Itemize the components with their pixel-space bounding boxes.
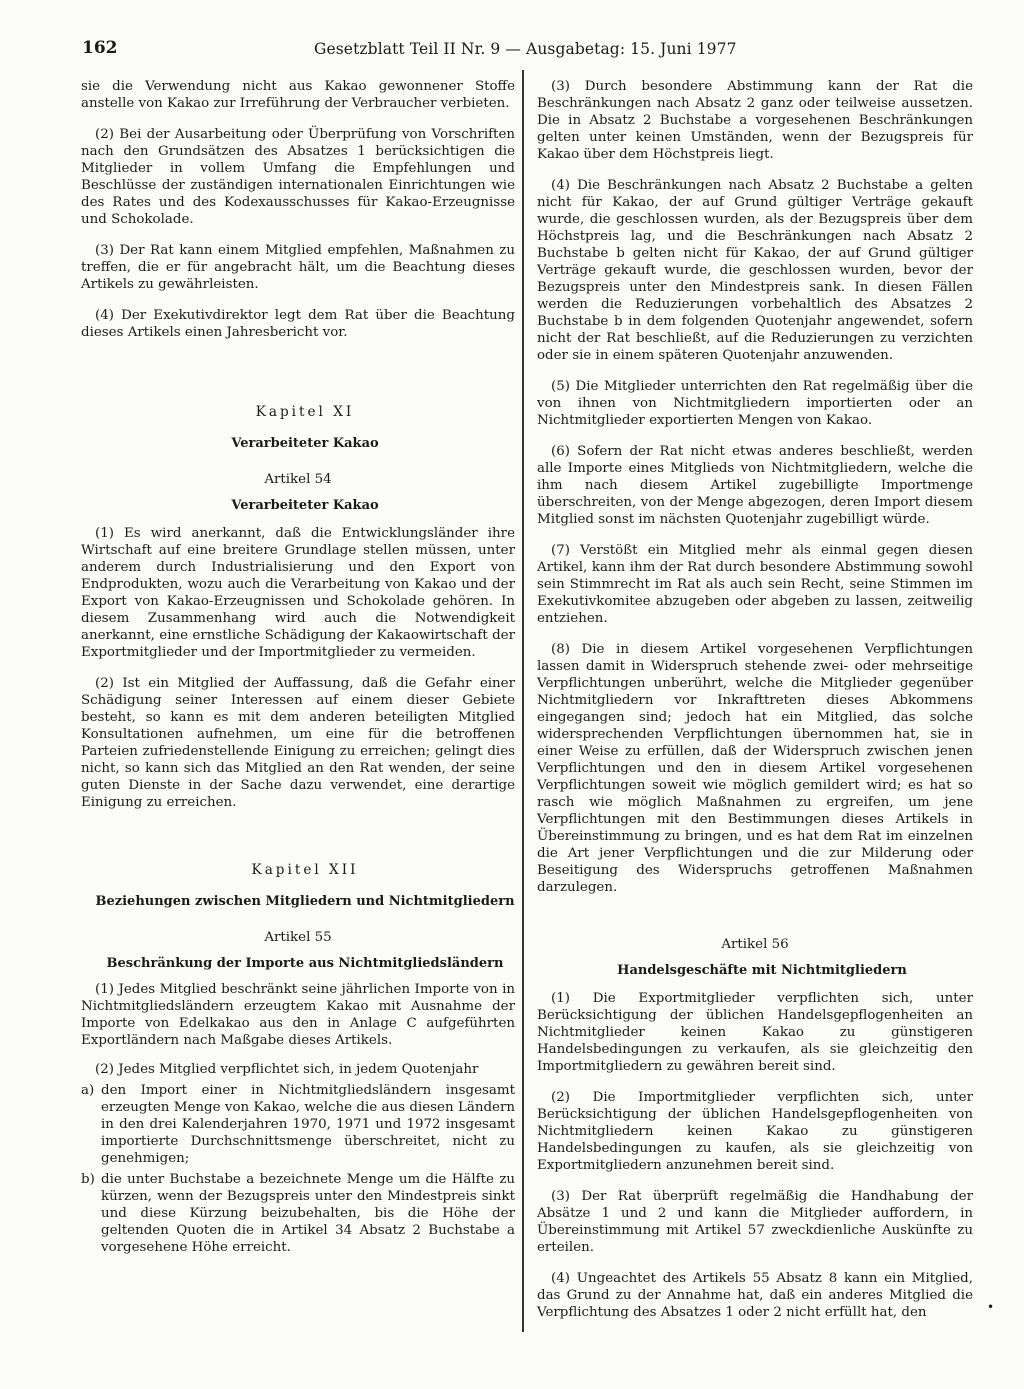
paragraph: (7) Verstößt ein Mitglied mehr als einmal gegen diesen Artikel, kann ihm der Rat durch besondere Abstimmung sowohl sein Stimmrecht im Rat als auch sein Recht, seine Stimmen im Exekutivkomitee abzugeben oder abgeben zu lassen, zeitweilig entziehen. [537,543,973,626]
article-title: Verarbeiteter Kakao [231,498,379,513]
paragraph: (2) Die Importmitglieder verpflichten sich, unter Berücksichtigung der üblichen Handelsgepflogenheiten von Nichtmitgliedern keinen Kakao zu günstigeren Handelsbedingungen zu kaufen, als sie gleichzeitig von Exportmitgliedern anzunehmen bereit sind. [537,1090,973,1173]
chapter-title: Beziehungen zwischen Mitgliedern und Nichtmitgliedern [95,894,515,909]
paragraph: (3) Der Rat überprüft regelmäßig die Handhabung der Absätze 1 und 2 und kann die Mitglieder auffordern, in Übereinstimmung mit Artikel 57 zweckdienliche Auskünfte zu erteilen. [537,1189,973,1255]
list-text: den Import einer in Nichtmitgliedsländern insgesamt erzeugten Menge von Kakao, welche die aus diesen Ländern in den drei Kalenderjahren 1970, 1971 und 1972 insgesamt importierte Durchschnittsmenge überschreitet, nicht zu genehmigen; [101,1083,515,1166]
paragraph: (1) Jedes Mitglied beschränkt seine jährlichen Importe von in Nichtmitgliedsländern erzeugtem Kakao mit Ausnahme der Importe von Edelkakao aus den in Anlage C aufgeführten Exportländern nach Maßgabe dieses Artikels. [81,982,515,1048]
list-label: b) [81,1172,95,1187]
article-title: Beschränkung der Importe aus Nichtmitgliedsländern [106,956,504,971]
column-divider [522,70,524,1332]
page-number: 162 [82,38,118,58]
paragraph: (4) Die Beschränkungen nach Absatz 2 Buchstabe a gelten nicht für Kakao, der auf Grund gültiger Verträge gekauft wurde, die geschlossen wurden, als der Bezugspreis über dem Höchstpreis lag, und die Beschränkungen nach Absatz 2 Buchstabe b gelten nicht für Kakao, der auf Grund gültiger Verträge gekauft wurde, die geschlossen wurden, bevor der Bezugspreis unter den Mindestpreis sank. In diesen Fällen werden die Reduzierungen vorbehaltlich des Absatzes 2 Buchstabe b in dem folgenden Quotenjahr angewendet, sofern nicht der Rat beschließt, auf die Reduzierungen zu verzichten oder sie in einem späteren Quotenjahr anzuwenden. [537,178,973,363]
paragraph: (3) Der Rat kann einem Mitglied empfehlen, Maßnahmen zu treffen, die er für angebracht hält, um die Beachtung dieses Artikels zu gewährleisten. [81,243,515,292]
list-text: die unter Buchstabe a bezeichnete Menge um die Hälfte zu kürzen, wenn der Bezugspreis unter den Mindestpreis sinkt und diese Kürzung beizubehalten, bis die Höhe der geltenden Quoten die in Artikel 34 Absatz 2 Buchstabe a vorgesehene Höhe erreicht. [101,1172,515,1255]
chapter-heading: Kapitel XII [251,862,359,878]
paragraph: (2) Jedes Mitglied verpflichtet sich, in jedem Quotenjahr [95,1062,479,1077]
paragraph: (6) Sofern der Rat nicht etwas anderes beschließt, werden alle Importe eines Mitglieds von Nichtmitgliedern, welche die ihm nach diesem Artikel zugebilligte Importmenge überschreiten, von der Menge abgezogen, deren Import diesem Mitglied sonst im nächsten Quotenjahr zugebilligt würde. [537,444,973,527]
paragraph: (3) Durch besondere Abstimmung kann der Rat die Beschränkungen nach Absatz 2 ganz oder teilweise aussetzen. Die in Absatz 2 Buchstabe a vorgesehenen Beschränkungen gelten unter keinen Umständen, wenn der Bezugspreis für Kakao über dem Höchstpreis liegt. [537,79,973,162]
chapter-heading: Kapitel XI [255,404,355,420]
page-header [0,38,1024,64]
list-item [81,1082,515,1167]
article-title: Handelsgeschäfte mit Nichtmitgliedern [617,963,907,978]
header-title: Gesetzblatt Teil II Nr. 9 — Ausgabetag: 15. Juni 1977 [314,40,737,58]
article-heading: Artikel 54 [264,472,332,487]
chapter-title: Verarbeiteter Kakao [231,436,379,451]
paragraph: (4) Der Exekutivdirektor legt dem Rat über die Beachtung dieses Artikels einen Jahresbericht vor. [81,308,515,340]
left-column [81,78,515,1256]
paragraph: (1) Es wird anerkannt, daß die Entwicklungsländer ihre Wirtschaft auf eine breitere Grundlage stellen müssen, unter anderem durch Industrialisierung und den Export von Endprodukten, wozu auch die Verarbeitung von Kakao und der Export von Kakao-Erzeugnissen und Schokolade gehören. In diesem Zusammenhang wird auch die Notwendigkeit anerkannt, eine ernstliche Schädigung der Kakaowirtschaft der Exportmitglieder und der Importmitglieder zu vermeiden. [81,526,515,660]
article-heading: Artikel 56 [721,937,789,952]
article-heading: Artikel 55 [264,930,332,945]
list-item [81,1171,515,1256]
paragraph: (1) Die Exportmitglieder verpflichten sich, unter Berücksichtigung der üblichen Handelsgepflogenheiten an Nichtmitglieder keinen Kakao zu günstigeren Handelsbedingungen zu verkaufen, als sie gleichzeitig den Importmitgliedern zu gewähren bereit sind. [537,991,973,1074]
paragraph: (5) Die Mitglieder unterrichten den Rat regelmäßig über die von ihnen von Nichtmitgliedern importierten oder an Nichtmitglieder exportierten Mengen von Kakao. [537,379,973,428]
paragraph: (2) Bei der Ausarbeitung oder Überprüfung von Vorschriften nach den Grundsätzen des Absatzes 1 berücksichtigen die Mitglieder in vollem Umfang die Empfehlungen und Beschlüsse der zuständigen internationalen Einrichtungen wie des Rates und des Kodexausschusses für Kakao-Erzeugnisse und Schokolade. [81,127,515,227]
paragraph: (8) Die in diesem Artikel vorgesehenen Verpflichtungen lassen damit in Widerspruch stehende zwei- oder mehrseitige Verpflichtungen unberührt, welche die Mitglieder gegenüber Nichtmitgliedern vor Inkrafttreten dieses Abkommens eingegangen sind; jedoch hat ein Mitglied, das solche widersprechenden Verpflichtungen übernommen hat, sie in einer Weise zu erfüllen, daß der Widerspruch zwischen jenen Verpflichtungen und den in diesem Artikel vorgesehenen Verpflichtungen soweit wie möglich gemildert wird; es hat so rasch wie möglich Maßnahmen zu ergreifen, um jene Verpflichtungen mit den Bestimmungen dieses Artikels in Übereinstimmung zu bringen, und es hat dem Rat im einzelnen die Art jener Verpflichtungen und die zur Milderung oder Beseitigung des Widerspruchs getroffenen Maßnahmen darzulegen. [537,642,973,895]
paragraph: (2) Ist ein Mitglied der Auffassung, daß die Gefahr einer Schädigung seiner Interessen auf einem dieser Gebiete besteht, so kann es mit dem anderen beteiligten Mitglied Konsultationen aufnehmen, um eine für die betroffenen Parteien zufriedenstellende Einigung zu erreichen; gelingt dies nicht, so kann sich das Mitglied an den Rat wenden, der seine guten Dienste in der Sache dazu verwendet, eine derartige Einigung zu erreichen. [81,676,515,810]
right-column [537,78,973,1321]
margin-mark: • [987,1300,995,1314]
list-label: a) [81,1083,95,1098]
paragraph: (4) Ungeachtet des Artikels 55 Absatz 8 kann ein Mitglied, das Grund zu der Annahme hat, daß ein anderes Mitglied die Verpflichtung des Absatzes 1 oder 2 nicht erfüllt hat, den [537,1271,973,1320]
paragraph: sie die Verwendung nicht aus Kakao gewonnener Stoffe anstelle von Kakao zur Irreführung der Verbraucher verbieten. [81,79,515,111]
